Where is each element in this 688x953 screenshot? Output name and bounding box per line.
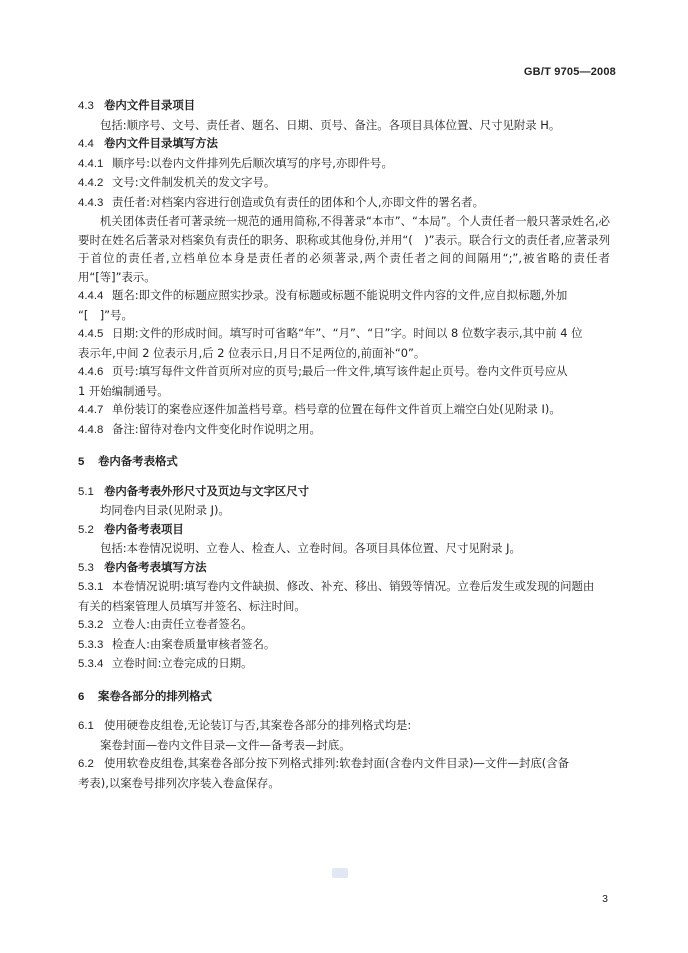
clause-number: 5.3.2 xyxy=(78,619,104,631)
clause-5-3-4 xyxy=(78,654,618,674)
clause-text: 单份装订的案卷应逐件加盖档号章。档号章的位置在每件文件首页上端空白处(见附录 I)。 xyxy=(112,402,561,416)
clause-text: 检查人:由案卷质量审核者签名。 xyxy=(112,636,276,651)
clause-number: 6.1 xyxy=(78,720,94,732)
clause-text: 题名:即文件的标题应照实抄录。没有标题或标题不能说明文件内容的文件,应自拟标题,外加 xyxy=(112,288,568,302)
clause-number: 4.4.7 xyxy=(78,404,104,416)
section-number: 5.1 xyxy=(78,485,94,498)
clause-text: 立卷时间:立卷完成的日期。 xyxy=(112,656,253,670)
clause-5-3-2 xyxy=(78,615,618,635)
clause-number: 4.4.2 xyxy=(78,177,104,189)
clause-4-4-3-paragraph: 机关团体责任者可著录统一规范的通用简称,不得著录“本市”、“本局”。个人责任者一般只著录姓名,必要时在姓名后著录对档案负有责任的职务、职称或其他身份,并用“( )”表示。联合行文的责任者,应著录列于首位的责任者,立档单位本身是责任者的必须著录,两个责任者之间的间隔用“;”,被省略的责任者用“[等]”表示。 xyxy=(78,214,610,284)
chapter-title: 案卷各部分的排列格式 xyxy=(98,688,212,703)
watermark-logo xyxy=(332,868,348,878)
section-title: 卷内文件目录项目 xyxy=(104,98,196,112)
section-number: 5.2 xyxy=(78,523,94,536)
standard-code: GB/T 9705—2008 xyxy=(523,66,616,78)
clause-number: 4.4.4 xyxy=(78,290,104,302)
chapter-number: 6 xyxy=(78,690,85,703)
section-heading-4-3 xyxy=(78,96,618,116)
section-number: 4.3 xyxy=(78,100,94,112)
clause-4-4-1 xyxy=(78,154,618,174)
clause-text: 使用硬卷皮组卷,无论装订与否,其案卷各部分的排列格式均是: xyxy=(104,718,412,732)
section-5-2-body: 包括:本卷情况说明、立卷人、检查人、立卷时间。各项目具体位置、尺寸见附录 J。 xyxy=(100,541,521,555)
document-body xyxy=(78,96,618,792)
clause-4-4-4 xyxy=(78,286,618,306)
clause-text: 日期:文件的形成时间。填写时可省略“年”、“月”、“日”字。时间以 8 位数字表示,其中前 4 位 xyxy=(112,326,583,340)
clause-4-4-4-continuation: “[ ]”号。 xyxy=(78,307,133,322)
clause-text: 文号:文件制发机关的发文字号。 xyxy=(112,175,276,189)
section-5-1-body: 均同卷内目录(见附录 J)。 xyxy=(100,503,230,517)
clause-number: 4.4.3 xyxy=(78,196,104,209)
clause-4-4-7 xyxy=(78,400,618,420)
clause-6-2-continuation: 考表),以案卷号排列次序装入卷盒保存。 xyxy=(78,775,280,790)
clause-5-3-3 xyxy=(78,635,618,655)
clause-number: 4.4.6 xyxy=(78,366,104,378)
chapter-number: 5 xyxy=(78,456,85,468)
section-4-3-body: 包括:顺序号、文号、责任者、题名、日期、页号、备注。各项目具体位置、尺寸见附录 H。 xyxy=(100,117,561,132)
clause-4-4-6 xyxy=(78,362,618,382)
clause-text: 页号:填写每件文件首页所对应的页号;最后一件文件,填写该件起止页号。卷内文件页号应从 xyxy=(112,364,568,378)
clause-number: 5.3.1 xyxy=(78,581,104,593)
clause-number: 5.3.3 xyxy=(78,638,104,651)
clause-text: 备注:留待对卷内文件变化时作说明之用。 xyxy=(112,421,321,436)
clause-text: 使用软卷皮组卷,其案卷各部分按下列格式排列:软卷封面(含卷内文件目录)—文件—封底(含备 xyxy=(104,756,570,770)
clause-4-4-5 xyxy=(78,324,618,344)
clause-number: 4.4.5 xyxy=(78,328,104,340)
clause-text: 立卷人:由责任立卷者签名。 xyxy=(112,617,253,631)
page-number: 3 xyxy=(602,893,608,905)
clause-text: 责任者:对档案内容进行创造或负有责任的团体和个人,亦即文件的署名者。 xyxy=(112,194,484,209)
clause-text: 本卷情况说明:填写卷内文件缺损、修改、补充、移出、销毁等情况。立卷后发生或发现的问题由 xyxy=(112,579,595,593)
section-title: 卷内文件目录填写方法 xyxy=(104,136,218,150)
clause-5-3-1 xyxy=(78,577,618,597)
chapter-heading-6 xyxy=(78,687,618,707)
clause-number: 6.2 xyxy=(78,758,94,770)
clause-4-4-3 xyxy=(78,193,618,213)
section-heading-5-2 xyxy=(78,520,618,540)
section-title: 卷内备考表填写方法 xyxy=(104,559,207,574)
clause-6-1-body: 案卷封面—卷内文件目录—文件—备考表—封底。 xyxy=(100,737,351,752)
clause-4-4-2 xyxy=(78,173,618,193)
clause-4-4-8 xyxy=(78,420,618,440)
clause-4-4-5-continuation: 表示年,中间 2 位表示月,后 2 位表示日,月日不足两位的,前面补“0”。 xyxy=(78,345,426,360)
clause-5-3-1-continuation: 有关的档案管理人员填写并签名、标注时间。 xyxy=(78,598,306,613)
clause-text: 顺序号:以卷内文件排列先后顺次填写的序号,亦即件号。 xyxy=(112,155,393,170)
section-title: 卷内备考表外形尺寸及页边与文字区尺寸 xyxy=(104,483,310,498)
clause-4-4-6-continuation: 1 开始编制通号。 xyxy=(78,383,169,398)
chapter-heading-5 xyxy=(78,452,618,472)
clause-number: 4.4.1 xyxy=(78,157,104,170)
section-title: 卷内备考表项目 xyxy=(104,521,184,536)
section-heading-5-1 xyxy=(78,482,618,502)
section-number: 5.3 xyxy=(78,561,94,574)
clause-6-2 xyxy=(78,754,618,774)
clause-number: 5.3.4 xyxy=(78,658,104,670)
section-heading-4-4 xyxy=(78,134,618,154)
clause-6-1 xyxy=(78,716,618,736)
clause-number: 4.4.8 xyxy=(78,423,104,436)
section-number: 4.4 xyxy=(78,138,94,150)
section-heading-5-3 xyxy=(78,558,618,578)
chapter-title: 卷内备考表格式 xyxy=(98,454,178,468)
